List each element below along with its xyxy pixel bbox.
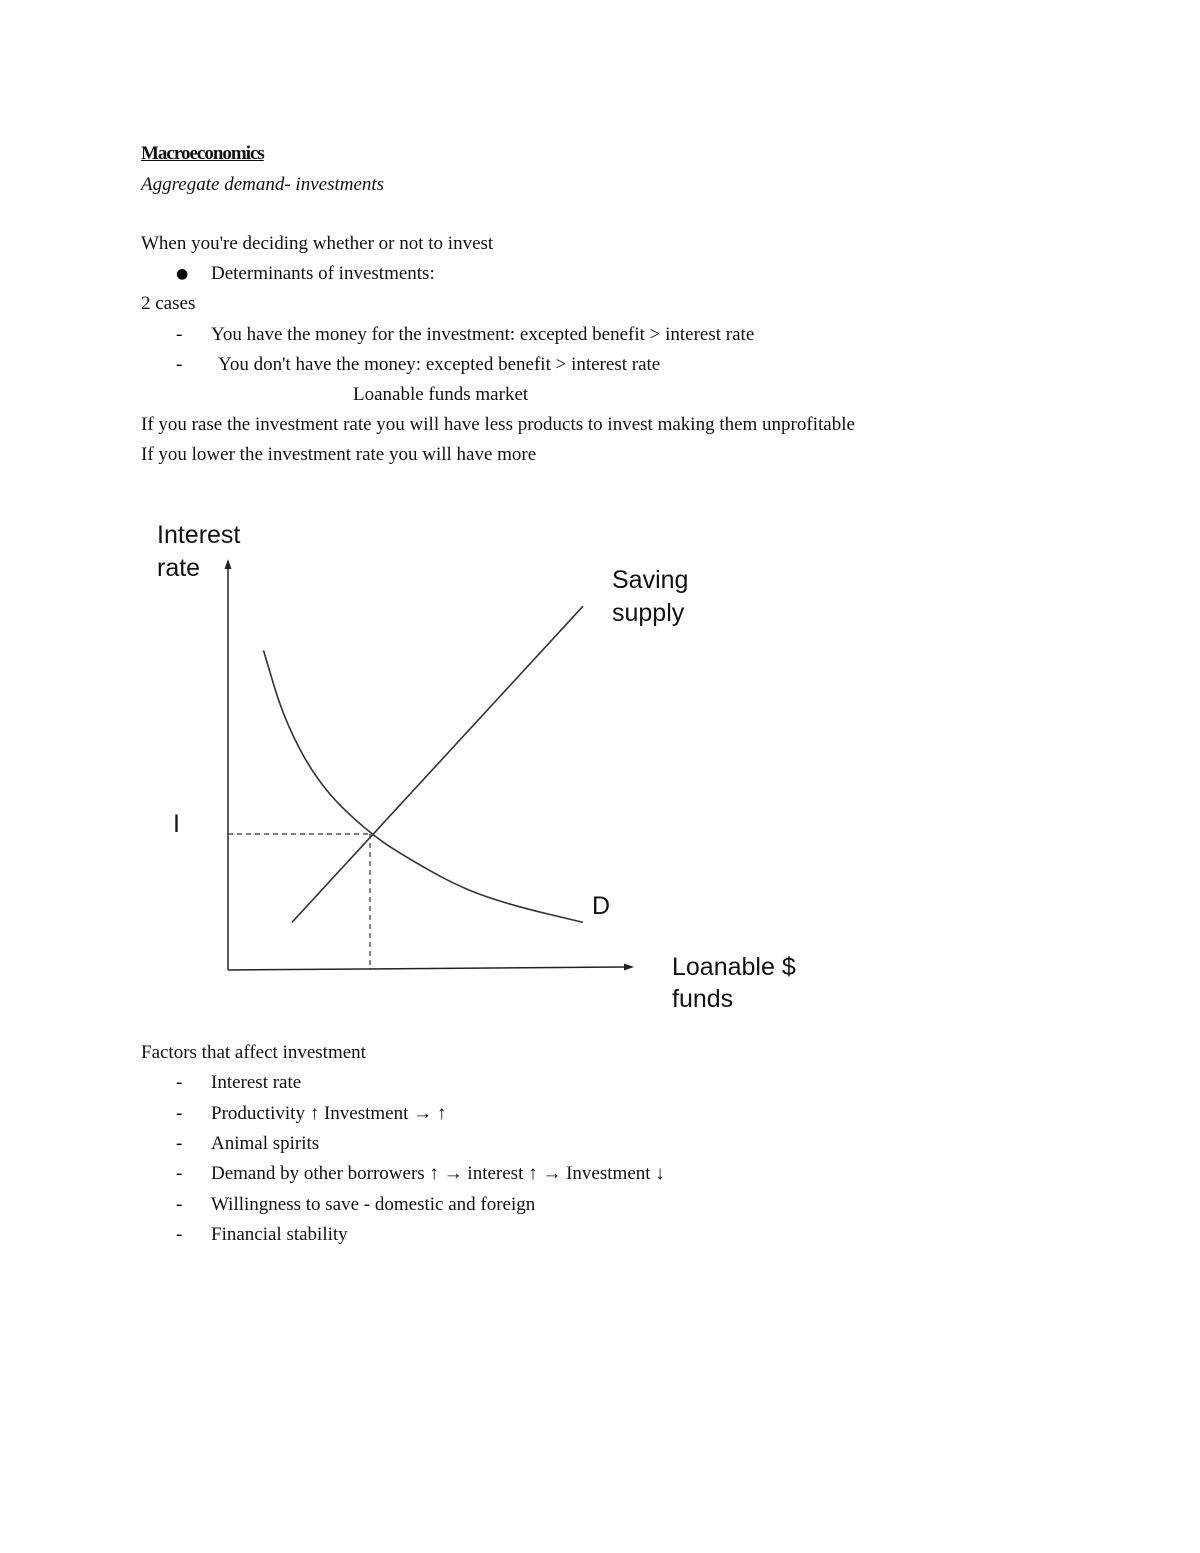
dash-marker: -	[176, 1224, 183, 1245]
equilibrium-rate-label: I	[173, 810, 180, 838]
supply-label-line-1: Saving	[612, 566, 689, 594]
y-axis-label-line-1: Interest	[157, 521, 241, 549]
cases-label: 2 cases	[141, 293, 196, 314]
market-heading: Loanable funds market	[353, 384, 529, 405]
factor-item: Interest rate	[211, 1072, 302, 1093]
y-axis-arrow-icon	[225, 559, 232, 569]
demand-curve	[264, 650, 584, 922]
determinants-bullet: Determinants of investments:	[211, 263, 435, 284]
factor-item: Animal spirits	[211, 1133, 320, 1154]
page-subtitle: Aggregate demand- investments	[141, 174, 385, 195]
x-axis-label-line-2: funds	[672, 985, 734, 1013]
dash-marker: -	[176, 1103, 183, 1124]
x-axis-label-line-1: Loanable $	[672, 953, 796, 981]
dash-marker: -	[176, 1194, 183, 1215]
bullet-icon: ●	[176, 266, 189, 282]
dash-marker: -	[176, 354, 183, 375]
factor-item: Demand by other borrowers ↑ → interest ↑ → Investment ↓	[211, 1163, 665, 1184]
case-item-1: You have the money for the investment: excepted benefit > interest rate	[211, 324, 755, 345]
case-item-2: You don't have the money: excepted benefit > interest rate	[218, 354, 661, 375]
dash-marker: -	[176, 324, 183, 345]
page-title: Macroeconomics	[141, 143, 264, 164]
statement-2: If you lower the investment rate you will have more	[141, 444, 537, 465]
demand-label: D	[592, 892, 611, 920]
dash-marker: -	[176, 1163, 183, 1184]
statement-1: If you rase the investment rate you will have less products to invest making them unprofitable	[141, 414, 855, 435]
factors-heading: Factors that affect investment	[141, 1042, 366, 1063]
factor-item: Financial stability	[211, 1224, 348, 1245]
dash-marker: -	[176, 1072, 183, 1093]
intro-text: When you're deciding whether or not to invest	[141, 233, 494, 254]
x-axis	[228, 967, 624, 970]
y-axis-label-line-2: rate	[157, 554, 201, 582]
x-axis-arrow-icon	[624, 964, 634, 971]
loanable-funds-chart	[140, 515, 840, 1015]
supply-label-line-2: supply	[612, 599, 685, 627]
dash-marker: -	[176, 1133, 183, 1154]
factor-item: Willingness to save - domestic and foreign	[211, 1194, 536, 1215]
factor-item: Productivity ↑ Investment → ↑	[211, 1103, 447, 1124]
